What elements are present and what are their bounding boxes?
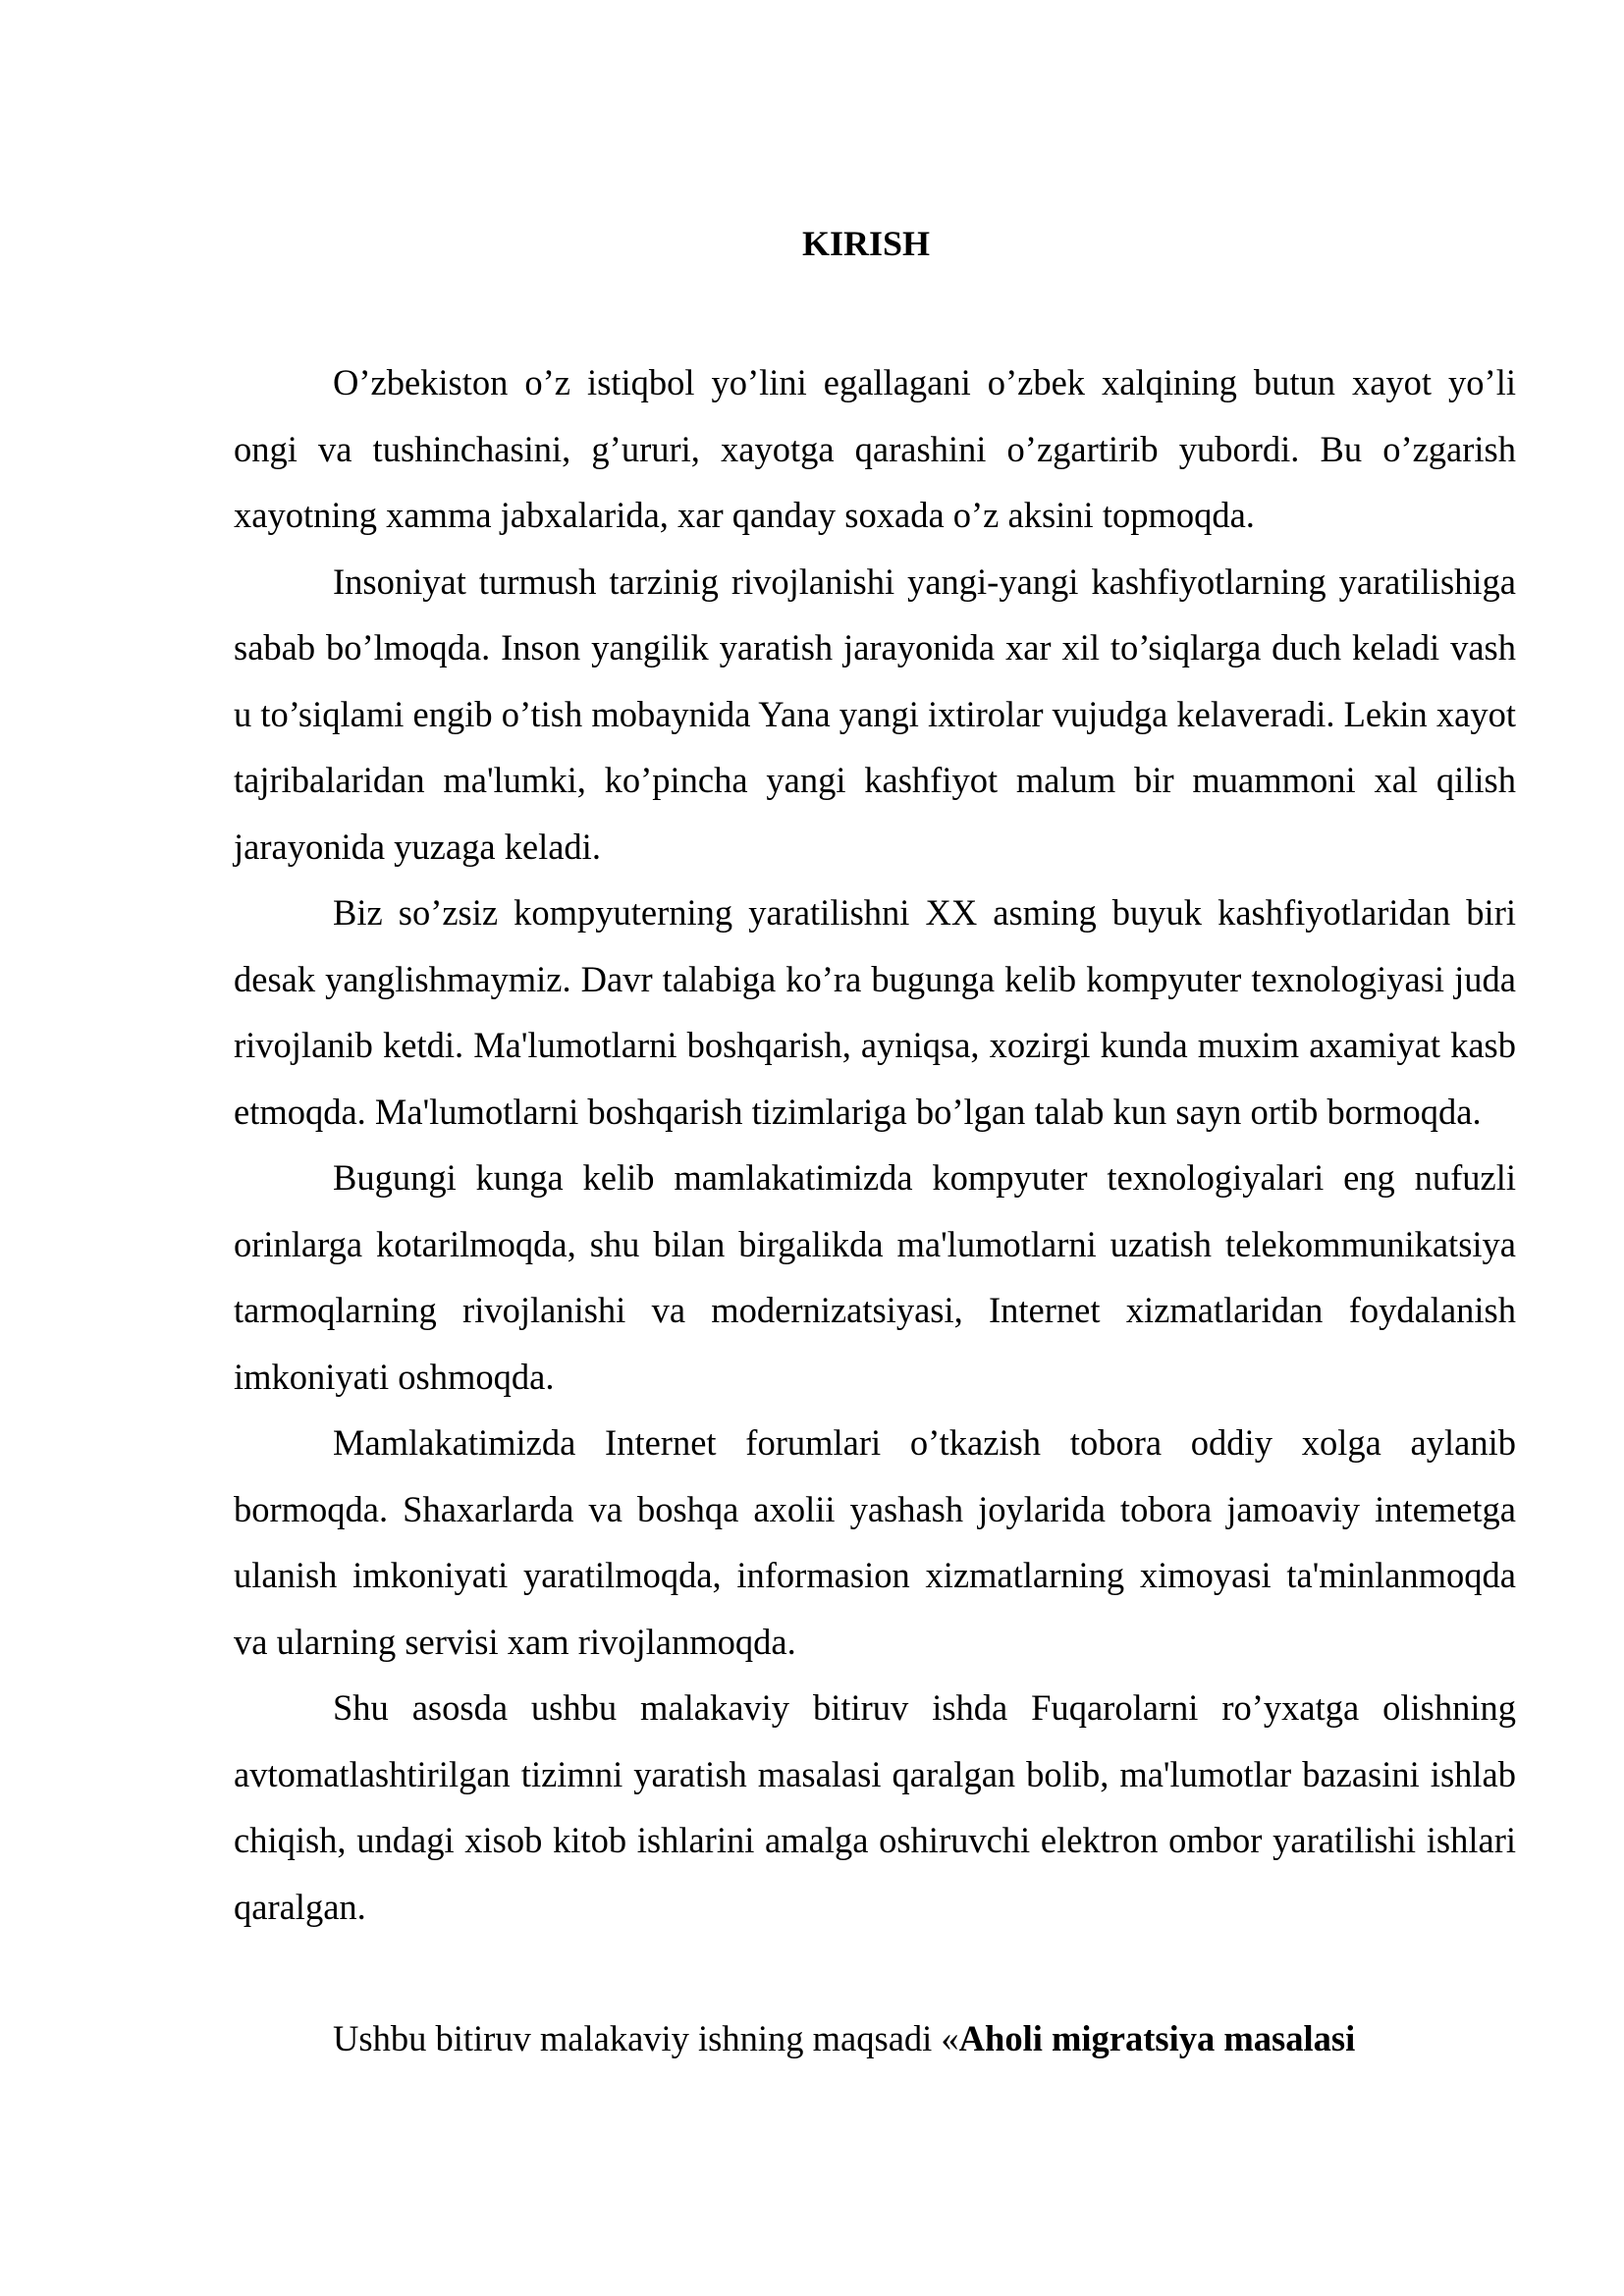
paragraph-spacer (234, 1940, 1516, 2005)
paragraph-1: O’zbekiston o’z istiqbol yo’lini egallagani o’zbek xalqining butun xayot yo’li ongi va tushinchasini, g’ururi, xayotga qarashini o’zgartirib yubordi. Bu o’zgarish xayotning xamma jabxalarida, xar qanday soxada o’z aksini topmoqda. (234, 362, 1516, 535)
paragraph-7 (234, 2005, 1516, 2072)
paragraph-6: Shu asosda ushbu malakaviy bitiruv ishda Fuqarolarni ro’yxatga olishning avtomatlashtirilgan tizimni yaratish masalasi qaralgan bolib, ma'lumotlar bazasini ishlab chiqish, undagi xisob kitob ishlarini amalga oshiruvchi elektron ombor yaratilishi ishlari qaralgan. (234, 1687, 1516, 1927)
paragraph-4: Bugungi kunga kelib mamlakatimizda kompyuter texnologiyalari eng nufuzli orinlarga kotarilmoqda, shu bilan birgalikda ma'lumotlarni uzatish telekommunikatsiya tarmoqlarning rivojlanishi va modernizatsiyasi, Internet xizmatlaridan foydalanish imkoniyati oshmoqda. (234, 1157, 1516, 1397)
paragraph-7-lead: Ushbu bitiruv malakaviy ishning maqsadi « (333, 2018, 959, 2058)
paragraph-2: Insoniyat turmush tarzinig rivojlanishi yangi-yangi kashfiyotlarning yaratilishiga sabab bo’lmoqda. Inson yangilik yaratish jarayonida xar xil to’siqlarga duch keladi vash u to’siqlami engib o’tish mobaynida Yana yangi ixtirolar vujudga kelaveradi. Lekin xayot tajribalaridan ma'lumki, ko’pincha yangi kashfiyot malum bir muammoni xal qilish jarayonida yuzaga keladi. (234, 561, 1516, 867)
page-heading: KIRISH (801, 224, 931, 263)
document-body (234, 349, 1516, 2072)
paragraph-3: Biz so’zsiz kompyuterning yaratilishni XX asming buyuk kashfiyotlaridan biri desak yanglishmaymiz. Davr talabiga ko’ra bugunga kelib kompyuter texnologiyasi juda rivojlanib ketdi. Ma'lumotlarni boshqarish, ayniqsa, xozirgi kunda muxim axamiyat kasb etmoqda. Ma'lumotlarni boshqarish tizimlariga bo’lgan talab kun sayn ortib bormoqda. (234, 892, 1516, 1132)
paragraph-7-bold-title: Aholi migratsiya masalasi (958, 2018, 1356, 2058)
paragraph-5: Mamlakatimizda Internet forumlari o’tkazish tobora oddiy xolga aylanib bormoqda. Shaxarlarda va boshqa axolii yashash joylarida tobora jamoaviy intemetga ulanish imkoniyati yaratilmoqda, informasion xizmatlarning ximoyasi ta'minlanmoqda va ularning servisi xam rivojlanmoqda. (234, 1422, 1516, 1662)
